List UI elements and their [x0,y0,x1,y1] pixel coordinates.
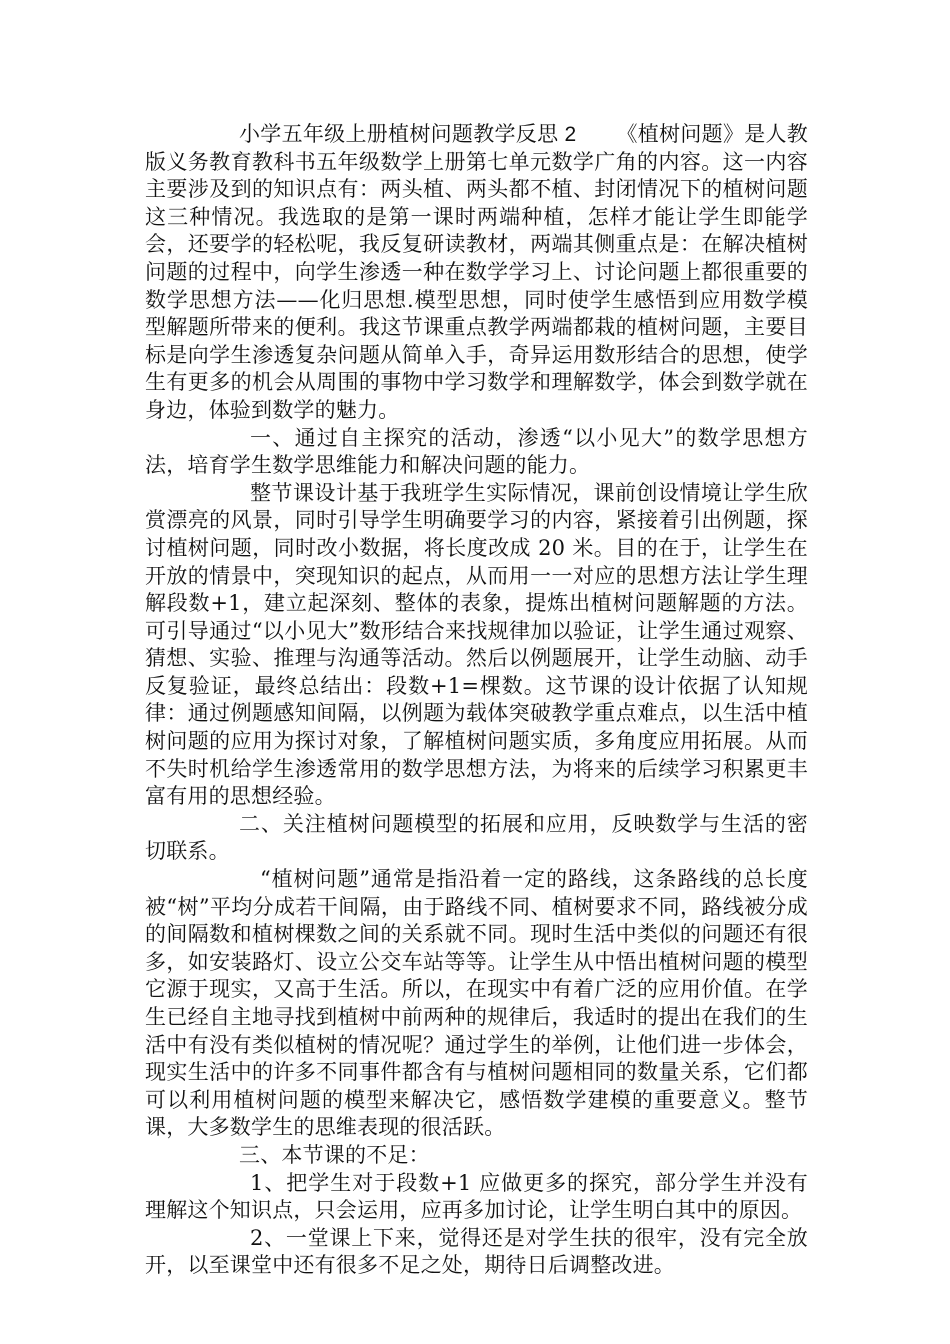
section-3-heading: 三、本节课的不足： [239,1142,430,1167]
document-body [145,121,808,1280]
section-1-body: 整节课设计基于我班学生实际情况，课前创设情境让学生欣赏漂亮的风景，同时引导学生明确要学习的内容，紧接着引出例题，探讨植树问题，同时改小数据，将长度改成 20 米。目的在于，让学生在开放的情景中，突现知识的起点，从而用一一对应的思想方法让学生理解段数+1，建立起深刻、整体的表象，提炼出植树问题解题的方法。可引导通过“以小见大”数形结合来找规律加以验证，让学生通过观察、猜想、实验、推理与沟通等活动。然后以例题展开，让学生动脑、动手反复验证，最终总结出：段数+1=棵数。这节课的设计依据了认知规律：通过例题感知间隔，以例题为载体突破教学重点难点，以生活中植树问题的应用为探讨对象，了解植树问题实质，多角度应用拓展。从而不失时机给学生渗透常用的数学思想方法，为将来的后续学习积累更丰富有用的思想经验。 [145,480,808,809]
title-paragraph [145,121,808,425]
section-2-body: “植树问题”通常是指沿着一定的路线，这条路线的总长度被“树”平均分成若干间隔，由于路线不同、植树要求不同，路线被分成的间隔数和植树棵数之间的关系就不同。现时生活中类似的问题还有很多，如安装路灯、设立公交车站等等。让学生从中悟出植树问题的模型它源于现实，又高于生活。所以，在现实中有着广泛的应用价值。在学生已经自主地寻找到植树中前两种的规律后，我适时的提出在我们的生活中有没有类似植树的情况呢？通过学生的举例，让他们进一步体会，现实生活中的许多不同事件都含有与植树问题相同的数量关系，它们都可以利用植树问题的模型来解决它，感悟数学建模的重要意义。整节课，大多数学生的思维表现的很活跃。 [145,867,808,1140]
section-2-heading: 二、关注植树问题模型的拓展和应用，反映数学与生活的密切联系。 [145,811,808,864]
section-1-heading: 一、通过自主探究的活动，渗透“以小见大”的数学思想方法，培育学生数学思维能力和解决问题的能力。 [145,425,808,478]
shortfall-item-2: 2、一堂课上下来，觉得还是对学生扶的很牢，没有完全放开，以至课堂中还有很多不足之处，期待日后调整改进。 [145,1225,808,1278]
document-title: 小学五年级上册植树问题教学反思 2 [239,123,577,146]
intro-text: 《植树问题》是人教版义务教育教科书五年级数学上册第七单元数学广角的内容。这一内容主要涉及到的知识点有：两头植、两头都不植、封闭情况下的植树问题这三种情况。我选取的是第一课时两端种植，怎样才能让学生即能学会，还要学的轻松呢，我反复研读教材，两端其侧重点是：在解决植树问题的过程中，向学生渗透一种在数学学习上、讨论问题上都很重要的数学思想方法——化归思想.模型思想，同时使学生感悟到应用数学模型解题所带来的便利。我这节课重点教学两端都栽的植树问题，主要目标是向学生渗透复杂问题从简单入手，奇异运用数形结合的思想，使学生有更多的机会从周围的事物中学习数学和理解数学，体会到数学就在身边，体验到数学的魅力。 [145,122,808,422]
shortfall-item-1: 1、把学生对于段数+1 应做更多的探究，部分学生并没有理解这个知识点，只会运用，应再多加讨论，让学生明白其中的原因。 [145,1170,808,1223]
